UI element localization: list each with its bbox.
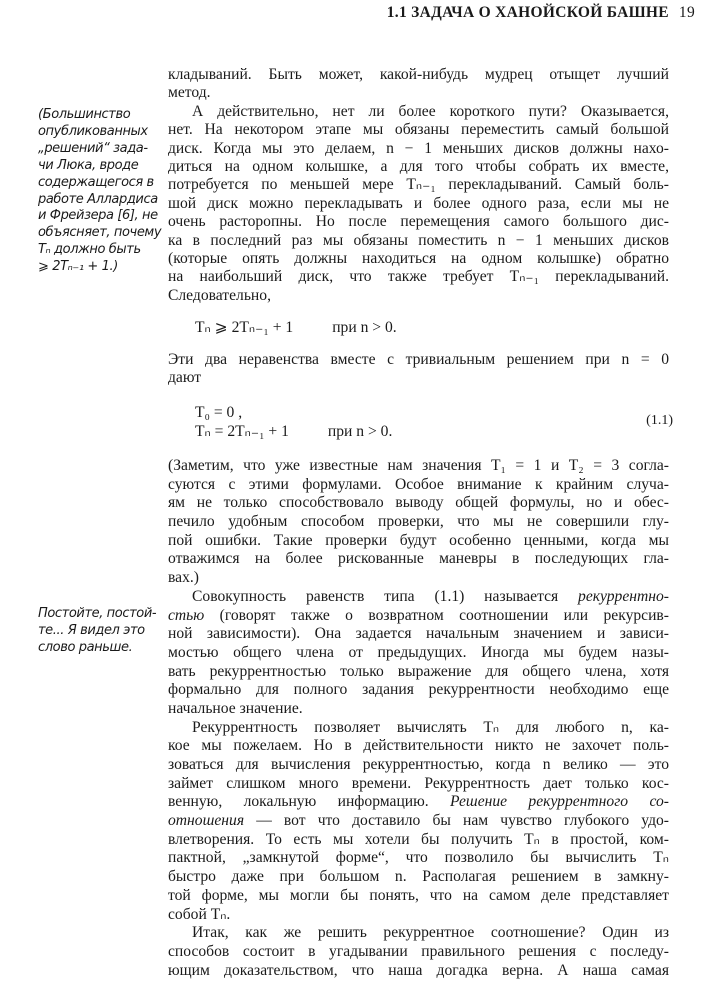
text-line xyxy=(168,812,669,831)
text-line: вах.) xyxy=(168,569,199,587)
text-line: А действительно, нет ли более короткого пути? Оказывается, xyxy=(192,102,669,120)
text-line: шой диск можно перекладывать и более одного раза, если мы не xyxy=(168,194,669,212)
text-span: венную, локальную информацию. xyxy=(168,793,451,811)
note-line: содержащегося в xyxy=(38,174,154,190)
recurrence-equation xyxy=(195,403,392,441)
text-line xyxy=(168,588,669,607)
chapter-section-title: 1.1 ЗАДАЧА О ХАНОЙСКОЙ БАШНЕ xyxy=(386,4,669,21)
text-line: дают xyxy=(168,369,202,387)
text-line: зоваться для вычисления рекуррентностью, когда n велико — это xyxy=(168,756,669,773)
text-line: формально для полного задания рекуррентности необходимо еще xyxy=(168,681,669,699)
note-line: слово раньше. xyxy=(38,639,133,655)
text-span: (говорят также о возвратном соотношении или рекурсив- xyxy=(204,606,669,624)
text-line: способов состоит в угадывании правильного решения с последу- xyxy=(168,942,669,960)
equation-recurrence: Tₙ = 2Tₙ₋₁ + 1 xyxy=(195,423,289,440)
running-header xyxy=(387,4,695,22)
text-line: Итак, как же решить рекуррентное соотношение? Один из xyxy=(192,924,669,942)
text-line: кое мы пожелаем. Но в действительности никто не захочет поль- xyxy=(168,737,669,755)
text-line: Рекуррентность позволяет вычислять Tₙ для любого n, ка- xyxy=(192,718,669,736)
paragraph xyxy=(168,66,669,103)
paragraph xyxy=(168,457,669,588)
note-line: ⩾ 2Tₙ₋₁ + 1.) xyxy=(38,259,118,275)
page-number: 19 xyxy=(678,4,695,21)
paragraph xyxy=(168,924,669,980)
text-line: ка в последний раз мы обязаны поместить n − 1 меньших дисков xyxy=(168,231,669,249)
text-line: на наибольший диск, что также требует Tₙ₋₁ перекладываний. xyxy=(168,268,669,286)
text-line: Эти два неравенства вместе с тривиальным решением при n = 0 xyxy=(168,351,669,368)
note-line: „решений“ зада- xyxy=(38,140,148,156)
note-line: те... Я видел это xyxy=(38,622,145,638)
text-line xyxy=(168,793,669,812)
text-block-main-1 xyxy=(168,66,669,305)
text-line: ной зависимости). Она задается начальным значением и зависи- xyxy=(168,625,669,643)
note-line: объясняет, почему xyxy=(38,225,162,241)
text-line: займет слишком много времени. Рекуррентность дает только кос- xyxy=(168,774,669,792)
text-line xyxy=(168,607,669,626)
text-line: потребуется по меньшей мере Tₙ₋₁ перекладываний. Самый боль- xyxy=(168,176,669,194)
note-line: работе Аллардиса xyxy=(38,191,158,207)
emphasized-term: рекуррентно- xyxy=(578,587,669,605)
text-line: печило удобным способом проверки, что мы не совершили глу- xyxy=(168,513,669,531)
text-line: (которые опять должны находиться на одном колышке) обратно xyxy=(168,249,669,267)
equation-number: (1.1) xyxy=(646,413,673,428)
text-line: нет. На некотором этапе мы обязаны переместить самый большой xyxy=(168,121,669,139)
equation-condition: при n > 0. xyxy=(332,319,397,336)
text-block-main-2 xyxy=(168,351,669,388)
text-line: мостью общего члена от предыдущих. Иногда мы будем назы- xyxy=(168,643,669,661)
text-line: той форме, мы могли бы понять, что на самом деле представляет xyxy=(168,886,669,904)
inequality-equation xyxy=(195,318,397,337)
paragraph xyxy=(168,588,669,719)
text-line: пактной, „замкнутой форме“, что позволило бы вычислить Tₙ xyxy=(168,849,669,867)
text-line: ям не только способствовало выводу общей формулы, но и обес- xyxy=(168,494,669,512)
text-line: диск. Когда мы это делаем, n − 1 меньших дисков должны нахо- xyxy=(168,139,669,157)
text-line: диться на одном колышке, а для того чтобы собрать их вместе, xyxy=(168,157,669,175)
text-line: очень расторопны. Но после перемещения самого большого дис- xyxy=(168,213,669,231)
text-line: влетворения. То есть мы хотели бы получить Tₙ в простой, ком- xyxy=(168,830,669,848)
text-line: кладываний. Быть может, какой-нибудь мудрец отыщет лучший xyxy=(168,66,669,83)
paragraph xyxy=(168,351,669,388)
text-span: — вот что доставило бы нам чувство глубокого удо- xyxy=(244,812,669,830)
text-line: ющим доказательством, что наша догадка верна. А наша самая xyxy=(168,961,669,979)
text-line: собой Tₙ. xyxy=(168,905,231,923)
note-line: чи Люка, вроде xyxy=(38,157,139,173)
text-line: (Заметим, что уже известные нам значения T₁ = 1 и T₂ = 3 согла- xyxy=(168,457,669,474)
margin-note-graffiti-1 xyxy=(38,107,170,276)
text-block-main-3 xyxy=(168,457,669,980)
note-line: и Фрейзера [6], не xyxy=(38,208,158,224)
note-line: (Большинство xyxy=(38,107,131,122)
emphasized-term: Решение рекуррентного со- xyxy=(450,793,669,811)
note-line: Постойте, постой- xyxy=(38,606,157,621)
paragraph xyxy=(168,719,669,925)
equation-base-case: T₀ = 0 , xyxy=(195,404,243,421)
text-line: отважимся на более рискованные маневры в последующих гла- xyxy=(168,550,669,568)
text-line: начальное значение. xyxy=(168,699,303,717)
text-line: вать рекуррентностью только выражение для общего члена, хотя xyxy=(168,662,669,680)
note-line: опубликованных xyxy=(38,123,148,139)
text-line: пой ошибки. Такие проверки будут особенно ценными, когда мы xyxy=(168,531,669,549)
margin-note-graffiti-2 xyxy=(38,606,170,657)
paragraph xyxy=(168,103,669,305)
text-line: Следовательно, xyxy=(168,286,271,304)
text-line: метод. xyxy=(168,84,211,102)
emphasized-term: стью xyxy=(168,606,205,624)
equation-condition: при n > 0. xyxy=(327,423,393,440)
text-line: суются с этими формулами. Особое внимание к крайним случа- xyxy=(168,475,669,493)
equation-lhs: Tₙ ⩾ 2Tₙ₋₁ + 1 xyxy=(195,319,294,336)
text-line: быстро даже при большом n. Располагая решением в замкну- xyxy=(168,868,669,886)
emphasized-term: отношения xyxy=(168,812,245,830)
note-line: Tₙ должно быть xyxy=(38,242,141,258)
text-span: Совокупность равенств типа (1.1) называется xyxy=(192,587,579,605)
